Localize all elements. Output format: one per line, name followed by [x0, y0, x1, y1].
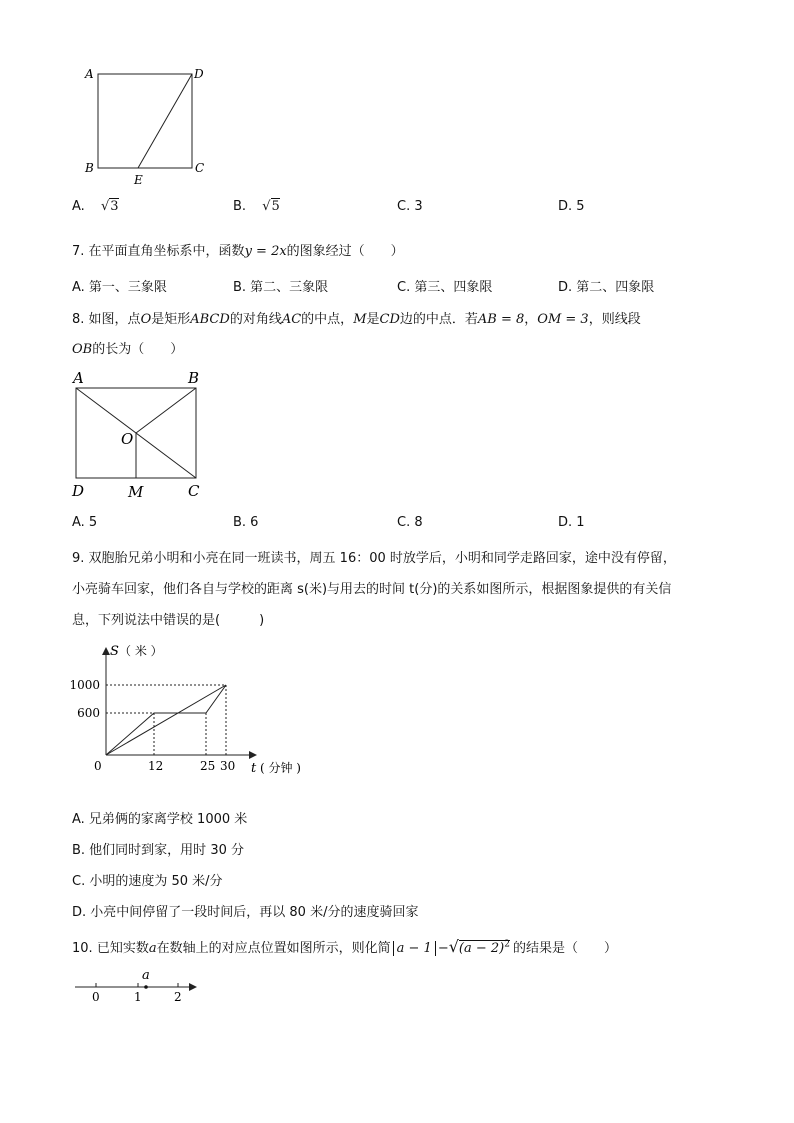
q8-text: ，	[524, 312, 538, 327]
rect-label-O: O	[121, 430, 134, 448]
x-tick-label-30: 30	[220, 759, 236, 773]
q7-option-b[interactable]: B. 第二、三象限	[233, 280, 329, 295]
q6-option-b-letter: B.	[233, 199, 247, 214]
q7-option-c[interactable]: C. 第三、四象限	[397, 280, 493, 295]
x-axis-unit: ( 分钟 )	[260, 761, 301, 775]
q7-text-pre: 在平面直角坐标系中，函数	[88, 244, 245, 259]
q8-math-M: M	[353, 312, 367, 327]
q6-option-a[interactable]	[72, 199, 119, 214]
q10-number: 10.	[72, 941, 93, 956]
q6-option-d-value: 5	[576, 199, 585, 214]
y-axis-unit: （ 米 ）	[119, 644, 163, 658]
q7-formula: y = 2x	[244, 244, 287, 259]
q10-math-a: a	[148, 941, 157, 956]
square-label-C: C	[195, 161, 205, 175]
q10-text: 在数轴上的对应点位置如图所示，则化简	[156, 941, 391, 956]
distance-time-chart	[68, 638, 318, 788]
q10-abs-expr: a − 1	[393, 941, 436, 956]
q8-text: 边的中点．若	[399, 312, 478, 327]
q8-text: 的对角线	[229, 312, 282, 327]
q9-stem-line1: 9. 双胞胎兄弟小明和小亮在同一班读书，周五 16：00 时放学后，小明和同学走路回家，途中没有停留，	[72, 551, 676, 566]
q8-option-a[interactable]: A. 5	[72, 515, 98, 530]
square-figure	[78, 62, 218, 190]
y-tick-label-600: 600	[77, 706, 100, 720]
q8-option-b[interactable]: B. 6	[233, 515, 259, 530]
q6-option-b[interactable]	[233, 199, 280, 214]
q8-math-cond1: AB = 8	[477, 312, 525, 327]
square-label-B: B	[85, 161, 94, 175]
q6-option-c-letter: C.	[397, 199, 411, 214]
q8-math-CD: CD	[379, 312, 400, 327]
q10-text: 已知实数	[96, 941, 149, 956]
x-tick-label-0: 0	[94, 759, 102, 773]
square-label-D: D	[194, 67, 204, 81]
x-tick-label-25: 25	[200, 759, 216, 773]
q9-option-c[interactable]: C. 小明的速度为 50 米/分	[72, 874, 223, 889]
q8-text: ，则线段	[588, 312, 641, 327]
q7-option-d[interactable]: D. 第二、四象限	[558, 280, 655, 295]
q8-math-OB: OB	[72, 342, 93, 357]
q8-option-c[interactable]: C. 8	[397, 515, 423, 530]
q8-number: 8.	[72, 312, 85, 327]
q6-option-a-sqrt: √3	[100, 199, 119, 214]
q7-stem	[72, 240, 404, 259]
q6-option-a-letter: A.	[72, 199, 85, 214]
q8-text: 的中点，	[301, 312, 354, 327]
q9-option-a[interactable]: A. 兄弟俩的家离学校 1000 米	[72, 812, 248, 827]
q8-text: 如图，点	[88, 312, 141, 327]
q6-option-c[interactable]	[397, 199, 423, 214]
q8-math-AC: AC	[281, 312, 302, 327]
q8-math-O: O	[140, 312, 152, 327]
tick-label-1: 1	[134, 990, 142, 1004]
q8-math-ABCD: ABCD	[190, 312, 230, 327]
q7-text-post: 的图象经过（ ）	[286, 244, 404, 259]
square-label-E: E	[134, 173, 143, 187]
q8-text: 是矩形	[151, 312, 191, 327]
rect-label-D: D	[72, 482, 85, 500]
q9-option-d[interactable]: D. 小亮中间停留了一段时间后，再以 80 米/分的速度骑回家	[72, 905, 419, 920]
rect-label-B: B	[188, 369, 200, 387]
tick-label-2: 2	[174, 990, 182, 1004]
q10-text: 的结果是（ ）	[512, 941, 617, 956]
y-tick-label-1000: 1000	[69, 678, 100, 692]
q10-sqrt: √	[448, 937, 459, 956]
q9-stem-line3: 息，下列说法中错误的是( )	[72, 613, 265, 628]
q6-option-d-letter: D.	[558, 199, 573, 214]
q6-option-c-value: 3	[414, 199, 423, 214]
rect-label-A: A	[73, 369, 84, 387]
rect-label-C: C	[188, 482, 200, 500]
rect-label-M: M	[128, 483, 144, 501]
q6-option-b-sqrt: √5	[262, 199, 280, 214]
q10-stem	[72, 937, 617, 956]
q7-option-a[interactable]: A. 第一、三象限	[72, 280, 167, 295]
number-line	[70, 965, 210, 1009]
q6-option-d[interactable]	[558, 199, 585, 214]
q8-text: 是	[366, 312, 380, 327]
q10-rad-expr: $(a - 2)^2$	[458, 939, 510, 956]
tick-label-0: 0	[92, 990, 100, 1004]
q9-option-b[interactable]: B. 他们同时到家，用时 30 分	[72, 843, 244, 858]
q8-option-d[interactable]: D. 1	[558, 515, 585, 530]
q8-stem-line1	[72, 308, 641, 327]
x-axis-var: t	[251, 761, 257, 776]
q10-minus: −	[437, 941, 449, 956]
point-a-label: a	[142, 968, 150, 983]
q9-stem-line2: 小亮骑车回家，他们各自与学校的距离 s(米)与用去的时间 t(分)的关系如图所示，根据图象提供的有关信	[72, 582, 672, 597]
point-a-dot	[144, 985, 148, 989]
x-tick-label-12: 12	[148, 759, 164, 773]
q8-math-cond2: OM = 3	[537, 312, 589, 327]
q7-number: 7.	[72, 244, 85, 259]
square-label-A: A	[85, 67, 94, 81]
y-axis-var: S	[110, 644, 119, 659]
series-line-1	[106, 685, 226, 755]
rectangle-figure	[68, 366, 218, 502]
q8-stem-line2	[72, 338, 183, 357]
q8-text: 的长为（ ）	[92, 342, 184, 357]
